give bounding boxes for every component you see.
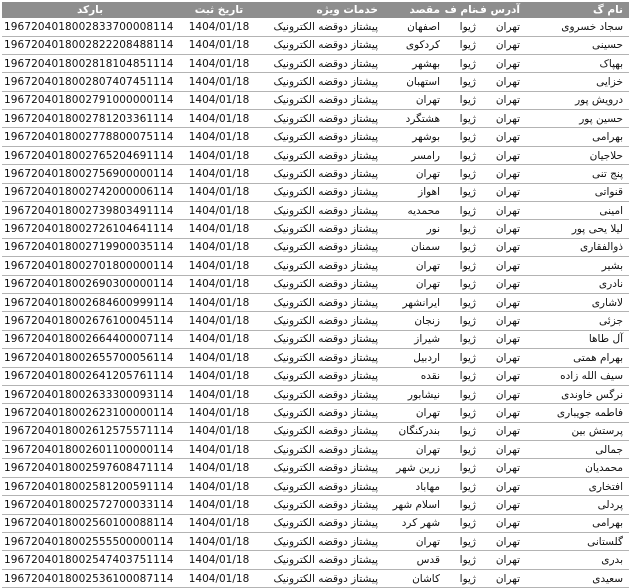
cell-destination: بوشهر	[380, 128, 442, 146]
cell-name: نرگس خاوندی	[522, 385, 629, 403]
cell-barcode: 1967204018002560100088114	[2, 514, 178, 532]
cell-service: پیشتاز دوقضه الکترونیک	[260, 293, 380, 311]
cell-name: حسین پور	[522, 110, 629, 128]
cell-barcode: 1967204018002701800000114	[2, 257, 178, 275]
cell-barcode: 1967204018002572700033114	[2, 496, 178, 514]
cell-date: 1404/01/18	[178, 441, 260, 459]
cell-barcode: 1967204018002781203361114	[2, 110, 178, 128]
cell-sender: ژیوا	[442, 202, 478, 220]
cell-service: پیشتاز دوقضه الکترونیک	[260, 146, 380, 164]
cell-address: تهران	[478, 275, 522, 293]
cell-service: پیشتاز دوقضه الکترونیک	[260, 238, 380, 256]
cell-service: پیشتاز دوقضه الکترونیک	[260, 385, 380, 403]
cell-destination: نور	[380, 220, 442, 238]
cell-date: 1404/01/18	[178, 202, 260, 220]
cell-name: سیف الله زاده	[522, 367, 629, 385]
cell-date: 1404/01/18	[178, 238, 260, 256]
cell-address: تهران	[478, 257, 522, 275]
cell-address: تهران	[478, 349, 522, 367]
cell-date: 1404/01/18	[178, 220, 260, 238]
cell-address: تهران	[478, 36, 522, 54]
cell-date: 1404/01/18	[178, 183, 260, 201]
cell-service: پیشتاز دوقضه الکترونیک	[260, 54, 380, 72]
cell-name: بهرامی	[522, 128, 629, 146]
cell-sender: ژیوا	[442, 459, 478, 477]
cell-service: پیشتاز دوقضه الکترونیک	[260, 514, 380, 532]
cell-date: 1404/01/18	[178, 349, 260, 367]
table-row	[2, 128, 629, 146]
cell-destination: تهران	[380, 533, 442, 551]
table-row	[2, 165, 629, 183]
cell-sender: ژیوا	[442, 146, 478, 164]
cell-date: 1404/01/18	[178, 514, 260, 532]
cell-sender: ژیوا	[442, 183, 478, 201]
table-row	[2, 73, 629, 91]
cell-address: تهران	[478, 312, 522, 330]
cell-name: پردلی	[522, 496, 629, 514]
table-row	[2, 404, 629, 422]
cell-name: بهپاک	[522, 54, 629, 72]
cell-sender: ژیوا	[442, 128, 478, 146]
cell-name: پنج تنی	[522, 165, 629, 183]
cell-destination: اهواز	[380, 183, 442, 201]
cell-sender: ژیوا	[442, 441, 478, 459]
cell-service: پیشتاز دوقضه الکترونیک	[260, 73, 380, 91]
cell-date: 1404/01/18	[178, 459, 260, 477]
cell-name: بدری	[522, 551, 629, 569]
cell-sender: ژیوا	[442, 91, 478, 109]
cell-date: 1404/01/18	[178, 91, 260, 109]
cell-sender: ژیوا	[442, 220, 478, 238]
cell-sender: ژیوا	[442, 330, 478, 348]
cell-name: نادری	[522, 275, 629, 293]
cell-name: پرستش بین	[522, 422, 629, 440]
cell-address: تهران	[478, 367, 522, 385]
cell-address: تهران	[478, 441, 522, 459]
cell-service: پیشتاز دوقضه الکترونیک	[260, 441, 380, 459]
cell-date: 1404/01/18	[178, 257, 260, 275]
cell-sender: ژیوا	[442, 404, 478, 422]
cell-service: پیشتاز دوقضه الکترونیک	[260, 183, 380, 201]
header-date: تاریخ ثبت	[178, 2, 260, 18]
cell-destination: بهشهر	[380, 54, 442, 72]
cell-destination: اصفهان	[380, 18, 442, 36]
header-address: آدرس ف	[474, 4, 520, 16]
cell-service: پیشتاز دوقضه الکترونیک	[260, 569, 380, 587]
table-row	[2, 349, 629, 367]
cell-date: 1404/01/18	[178, 36, 260, 54]
cell-sender: ژیوا	[442, 275, 478, 293]
cell-name: گلستانی	[522, 533, 629, 551]
cell-destination: اردبیل	[380, 349, 442, 367]
cell-sender: ژیوا	[442, 238, 478, 256]
cell-destination: اسلام شهر	[380, 496, 442, 514]
cell-address: تهران	[478, 385, 522, 403]
cell-sender: ژیوا	[442, 73, 478, 91]
cell-barcode: 1967204018002778800075114	[2, 128, 178, 146]
cell-name: ذوالفقاری	[522, 238, 629, 256]
header-sender: نام ف	[442, 2, 478, 18]
cell-barcode: 1967204018002623100000114	[2, 404, 178, 422]
cell-service: پیشتاز دوقضه الکترونیک	[260, 165, 380, 183]
cell-service: پیشتاز دوقضه الکترونیک	[260, 128, 380, 146]
table-row	[2, 238, 629, 256]
cell-barcode: 1967204018002822208488114	[2, 36, 178, 54]
cell-date: 1404/01/18	[178, 404, 260, 422]
cell-barcode: 1967204018002547403751114	[2, 551, 178, 569]
cell-sender: ژیوا	[442, 367, 478, 385]
cell-name: افتخاری	[522, 477, 629, 495]
cell-barcode: 1967204018002601100000114	[2, 441, 178, 459]
table-row	[2, 367, 629, 385]
cell-sender: ژیوا	[442, 422, 478, 440]
cell-sender: ژیوا	[442, 496, 478, 514]
cell-destination: بندرکنگان	[380, 422, 442, 440]
table-row	[2, 496, 629, 514]
cell-address: تهران	[478, 73, 522, 91]
cell-barcode: 1967204018002726104641114	[2, 220, 178, 238]
cell-sender: ژیوا	[442, 110, 478, 128]
cell-destination: کردکوی	[380, 36, 442, 54]
cell-sender: ژیوا	[442, 551, 478, 569]
cell-barcode: 1967204018002555500000114	[2, 533, 178, 551]
cell-service: پیشتاز دوقضه الکترونیک	[260, 275, 380, 293]
cell-address: تهران	[478, 422, 522, 440]
cell-destination: تهران	[380, 404, 442, 422]
cell-service: پیشتاز دوقضه الکترونیک	[260, 312, 380, 330]
header-name: نام گ	[522, 2, 629, 18]
cell-name: فاطمه جویباری	[522, 404, 629, 422]
table-row	[2, 514, 629, 532]
cell-name: حسینی	[522, 36, 629, 54]
cell-address: تهران	[478, 569, 522, 587]
cell-address: تهران	[478, 330, 522, 348]
cell-address: تهران	[478, 459, 522, 477]
cell-service: پیشتاز دوقضه الکترونیک	[260, 367, 380, 385]
cell-sender: ژیوا	[442, 257, 478, 275]
cell-name: سجاد خسروی	[522, 18, 629, 36]
cell-sender: ژیوا	[442, 293, 478, 311]
cell-name: آل طاها	[522, 330, 629, 348]
cell-name: امینی	[522, 202, 629, 220]
cell-address: تهران	[478, 183, 522, 201]
table-row	[2, 422, 629, 440]
cell-barcode: 1967204018002791000000114	[2, 91, 178, 109]
cell-service: پیشتاز دوقضه الکترونیک	[260, 533, 380, 551]
cell-destination: تهران	[380, 441, 442, 459]
cell-date: 1404/01/18	[178, 330, 260, 348]
cell-name: بهرام همتی	[522, 349, 629, 367]
cell-barcode: 1967204018002833700008114	[2, 18, 178, 36]
cell-name: خزایی	[522, 73, 629, 91]
cell-destination: مهاباد	[380, 477, 442, 495]
cell-date: 1404/01/18	[178, 165, 260, 183]
table-row	[2, 275, 629, 293]
table-row	[2, 477, 629, 495]
cell-barcode: 1967204018002742000006114	[2, 183, 178, 201]
cell-date: 1404/01/18	[178, 128, 260, 146]
cell-service: پیشتاز دوقضه الکترونیک	[260, 110, 380, 128]
cell-sender: ژیوا	[442, 18, 478, 36]
cell-barcode: 1967204018002641205761114	[2, 367, 178, 385]
table-row	[2, 54, 629, 72]
cell-address: تهران	[478, 54, 522, 72]
table-row	[2, 385, 629, 403]
header-barcode: بارکد	[2, 2, 178, 18]
table-row	[2, 36, 629, 54]
cell-date: 1404/01/18	[178, 477, 260, 495]
table-body	[2, 18, 629, 588]
cell-sender: ژیوا	[442, 385, 478, 403]
cell-service: پیشتاز دوقضه الکترونیک	[260, 220, 380, 238]
cell-date: 1404/01/18	[178, 146, 260, 164]
cell-barcode: 1967204018002684600999114	[2, 293, 178, 311]
table-row	[2, 533, 629, 551]
cell-date: 1404/01/18	[178, 110, 260, 128]
cell-destination: تهران	[380, 257, 442, 275]
cell-address: تهران	[478, 110, 522, 128]
cell-name: محمدیان	[522, 459, 629, 477]
cell-barcode: 1967204018002664400007114	[2, 330, 178, 348]
cell-barcode: 1967204018002807407451114	[2, 73, 178, 91]
table-row	[2, 220, 629, 238]
cell-sender: ژیوا	[442, 54, 478, 72]
cell-address: تهران	[478, 220, 522, 238]
cell-date: 1404/01/18	[178, 367, 260, 385]
cell-date: 1404/01/18	[178, 18, 260, 36]
cell-date: 1404/01/18	[178, 533, 260, 551]
table-row	[2, 312, 629, 330]
cell-service: پیشتاز دوقضه الکترونیک	[260, 18, 380, 36]
cell-address: تهران	[478, 496, 522, 514]
cell-barcode: 1967204018002536100087114	[2, 569, 178, 587]
cell-destination: تهران	[380, 165, 442, 183]
cell-service: پیشتاز دوقضه الکترونیک	[260, 91, 380, 109]
cell-destination: نیشابور	[380, 385, 442, 403]
cell-barcode: 1967204018002818104851114	[2, 54, 178, 72]
cell-name: لاشاری	[522, 293, 629, 311]
cell-barcode: 1967204018002655700056114	[2, 349, 178, 367]
cell-date: 1404/01/18	[178, 73, 260, 91]
cell-destination: محمدیه	[380, 202, 442, 220]
table-row	[2, 330, 629, 348]
cell-name: قنواتی	[522, 183, 629, 201]
table-row	[2, 110, 629, 128]
cell-sender: ژیوا	[442, 165, 478, 183]
cell-destination: هشتگرد	[380, 110, 442, 128]
cell-address: تهران	[478, 477, 522, 495]
cell-name: لیلا یحی پور	[522, 220, 629, 238]
cell-destination: تهران	[380, 275, 442, 293]
cell-destination: استهبان	[380, 73, 442, 91]
cell-barcode: 1967204018002581200591114	[2, 477, 178, 495]
shipment-table	[2, 2, 629, 588]
cell-sender: ژیوا	[442, 569, 478, 587]
table-row	[2, 18, 629, 36]
cell-destination: رامسر	[380, 146, 442, 164]
cell-barcode: 1967204018002690300000114	[2, 275, 178, 293]
cell-address: تهران	[478, 551, 522, 569]
cell-date: 1404/01/18	[178, 275, 260, 293]
header-service: خدمات ویژه	[260, 2, 380, 18]
cell-date: 1404/01/18	[178, 551, 260, 569]
cell-address: تهران	[478, 128, 522, 146]
cell-date: 1404/01/18	[178, 496, 260, 514]
cell-name: بشیر	[522, 257, 629, 275]
table-row	[2, 257, 629, 275]
cell-service: پیشتاز دوقضه الکترونیک	[260, 459, 380, 477]
cell-date: 1404/01/18	[178, 293, 260, 311]
cell-date: 1404/01/18	[178, 385, 260, 403]
cell-service: پیشتاز دوقضه الکترونیک	[260, 496, 380, 514]
cell-address: تهران	[478, 404, 522, 422]
cell-service: پیشتاز دوقضه الکترونیک	[260, 404, 380, 422]
cell-barcode: 1967204018002756900000114	[2, 165, 178, 183]
cell-service: پیشتاز دوقضه الکترونیک	[260, 202, 380, 220]
shipment-sheet	[2, 2, 623, 588]
cell-address: تهران	[478, 514, 522, 532]
cell-sender: ژیوا	[442, 477, 478, 495]
cell-destination: تهران	[380, 91, 442, 109]
cell-address: تهران	[478, 533, 522, 551]
cell-barcode: 1967204018002676100045114	[2, 312, 178, 330]
table-row	[2, 146, 629, 164]
cell-date: 1404/01/18	[178, 312, 260, 330]
cell-address: تهران	[478, 238, 522, 256]
cell-barcode: 1967204018002739803491114	[2, 202, 178, 220]
cell-service: پیشتاز دوقضه الکترونیک	[260, 257, 380, 275]
cell-date: 1404/01/18	[178, 422, 260, 440]
cell-address: تهران	[478, 165, 522, 183]
cell-name: سعیدی	[522, 569, 629, 587]
table-row	[2, 459, 629, 477]
cell-destination: زرین شهر	[380, 459, 442, 477]
table-row	[2, 91, 629, 109]
cell-destination: سمنان	[380, 238, 442, 256]
cell-sender: ژیوا	[442, 36, 478, 54]
cell-address: تهران	[478, 91, 522, 109]
header-row	[2, 2, 629, 18]
cell-destination: شهر کرد	[380, 514, 442, 532]
header-destination: مقصد	[380, 2, 442, 18]
table-row	[2, 183, 629, 201]
cell-service: پیشتاز دوقضه الکترونیک	[260, 477, 380, 495]
table-row	[2, 551, 629, 569]
cell-service: پیشتاز دوقضه الکترونیک	[260, 422, 380, 440]
cell-destination: زنجان	[380, 312, 442, 330]
cell-address: تهران	[478, 146, 522, 164]
cell-barcode: 1967204018002633300093114	[2, 385, 178, 403]
cell-service: پیشتاز دوقضه الکترونیک	[260, 36, 380, 54]
cell-service: پیشتاز دوقضه الکترونیک	[260, 349, 380, 367]
cell-service: پیشتاز دوقضه الکترونیک	[260, 551, 380, 569]
cell-sender: ژیوا	[442, 312, 478, 330]
table-row	[2, 202, 629, 220]
cell-address: تهران	[478, 18, 522, 36]
table-row	[2, 441, 629, 459]
cell-destination: کاشان	[380, 569, 442, 587]
cell-sender: ژیوا	[442, 349, 478, 367]
cell-destination: ایرانشهر	[380, 293, 442, 311]
cell-name: حلاجیان	[522, 146, 629, 164]
cell-service: پیشتاز دوقضه الکترونیک	[260, 330, 380, 348]
cell-barcode: 1967204018002765204691114	[2, 146, 178, 164]
table-row	[2, 569, 629, 587]
cell-destination: نقده	[380, 367, 442, 385]
table-row	[2, 293, 629, 311]
cell-sender: ژیوا	[442, 514, 478, 532]
cell-name: درویش پور	[522, 91, 629, 109]
cell-barcode: 1967204018002612575571114	[2, 422, 178, 440]
cell-date: 1404/01/18	[178, 54, 260, 72]
cell-barcode: 1967204018002719900035114	[2, 238, 178, 256]
cell-barcode: 1967204018002597608471114	[2, 459, 178, 477]
cell-name: جمالی	[522, 441, 629, 459]
cell-address: تهران	[478, 293, 522, 311]
cell-address: تهران	[478, 202, 522, 220]
cell-name: بهرامی	[522, 514, 629, 532]
cell-destination: قدس	[380, 551, 442, 569]
cell-date: 1404/01/18	[178, 569, 260, 587]
cell-destination: شیراز	[380, 330, 442, 348]
cell-name: جزئی	[522, 312, 629, 330]
cell-sender: ژیوا	[442, 533, 478, 551]
